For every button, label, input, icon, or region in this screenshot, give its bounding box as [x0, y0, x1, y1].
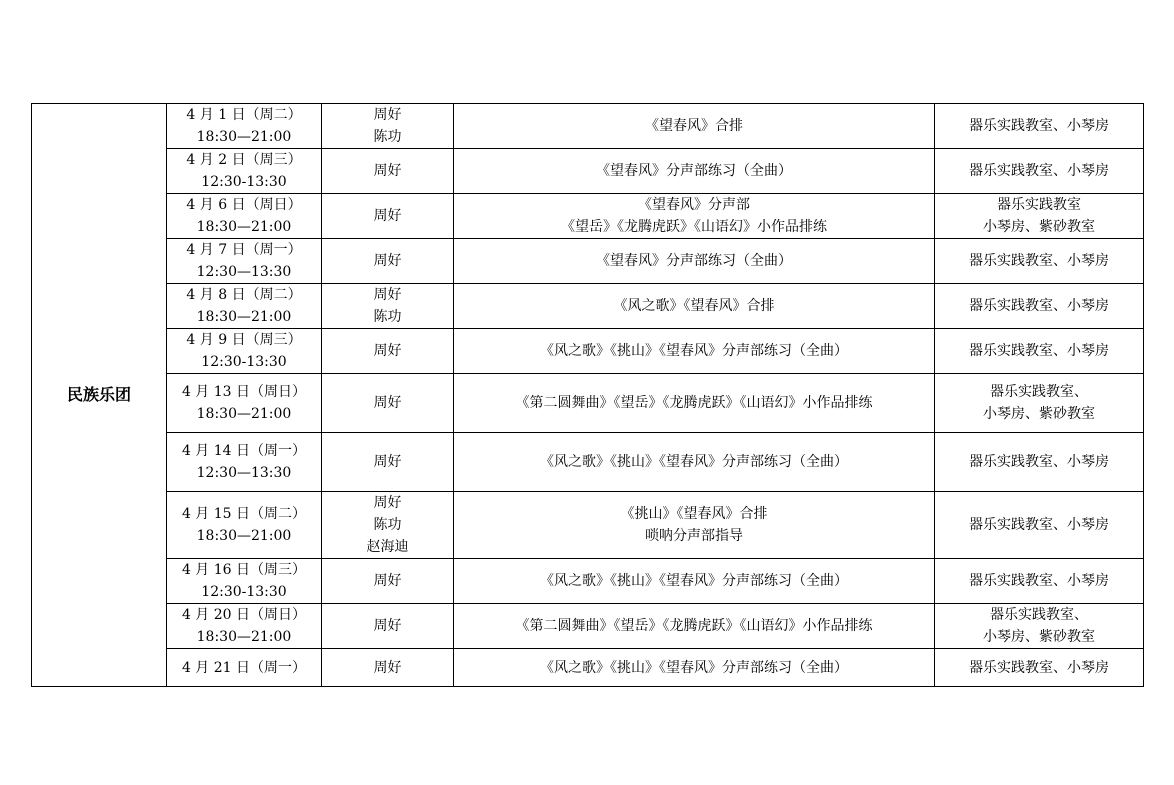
teacher-cell — [322, 374, 454, 433]
content-line: 《风之歌》《挑山》《望春风》分声部练习（全曲） — [540, 659, 848, 676]
location-line: 器乐实践教室、小琴房 — [969, 118, 1109, 134]
teacher-cell — [322, 492, 454, 559]
teacher-name: 周好 — [373, 208, 402, 224]
date-cell — [167, 239, 322, 284]
location-line: 小琴房、紫砂教室 — [983, 219, 1095, 235]
location-cell — [935, 104, 1144, 149]
content-line: 《望岳》《龙腾虎跃》《山语幻》小作品排练 — [561, 219, 827, 235]
date-cell — [167, 559, 322, 604]
date-cell — [167, 433, 322, 492]
location-cell — [935, 559, 1144, 604]
teacher-cell — [322, 604, 454, 649]
teacher-cell — [322, 284, 454, 329]
time-line: 12:30-13:30 — [201, 174, 287, 190]
time-line: 18:30—21:00 — [196, 406, 292, 422]
date-line: 4 月 20 日（周日） — [181, 607, 307, 623]
content-cell — [454, 284, 935, 329]
location-cell — [935, 149, 1144, 194]
content-line: 《风之歌》《挑山》《望春风》分声部练习（全曲） — [540, 573, 848, 589]
content-cell — [454, 433, 935, 492]
location-line: 器乐实践教室、小琴房 — [969, 343, 1109, 359]
location-line: 器乐实践教室 — [997, 197, 1081, 213]
location-cell — [935, 284, 1144, 329]
content-line: 《风之歌》《挑山》《望春风》分声部练习（全曲） — [540, 454, 848, 470]
location-cell — [935, 604, 1144, 649]
content-line: 《第二圆舞曲》《望岳》《龙腾虎跃》《山语幻》小作品排练 — [515, 395, 873, 411]
content-cell — [454, 374, 935, 433]
schedule-body — [32, 104, 1144, 687]
teacher-cell — [322, 239, 454, 284]
date-line: 4 月 6 日（周日） — [186, 197, 302, 213]
content-cell — [454, 492, 935, 559]
date-line: 4 月 16 日（周三） — [181, 562, 307, 578]
rehearsal-schedule-table — [31, 103, 1144, 687]
group-name-cell: 民族乐团 — [32, 104, 167, 687]
teacher-name: 周好 — [373, 659, 402, 676]
location-line: 器乐实践教室、小琴房 — [969, 298, 1109, 314]
date-line: 4 月 7 日（周一） — [186, 242, 302, 258]
time-line: 18:30—21:00 — [196, 629, 292, 645]
content-line: 《望春风》分声部练习（全曲） — [596, 253, 792, 269]
teacher-name: 周好 — [373, 163, 402, 179]
teacher-name: 周好 — [373, 253, 402, 269]
date-cell — [167, 194, 322, 239]
date-cell — [167, 104, 322, 149]
date-line: 4 月 13 日（周日） — [181, 384, 307, 400]
date-line: 4 月 1 日（周二） — [186, 107, 302, 123]
content-cell — [454, 649, 935, 687]
date-cell — [167, 329, 322, 374]
location-cell — [935, 239, 1144, 284]
time-line: 18:30—21:00 — [196, 129, 292, 145]
date-line: 4 月 8 日（周二） — [186, 287, 302, 303]
teacher-name: 赵海迪 — [366, 539, 409, 555]
content-cell — [454, 104, 935, 149]
location-line: 器乐实践教室、 — [990, 384, 1088, 400]
location-cell — [935, 374, 1144, 433]
content-line: 《挑山》《望春风》合排 — [620, 506, 768, 522]
teacher-cell — [322, 149, 454, 194]
time-line: 12:30—13:30 — [196, 465, 292, 481]
location-cell — [935, 649, 1144, 687]
teacher-cell — [322, 559, 454, 604]
location-line: 小琴房、紫砂教室 — [983, 406, 1095, 422]
teacher-name: 周好 — [373, 618, 402, 634]
time-line: 12:30—13:30 — [196, 264, 292, 280]
teacher-cell — [322, 433, 454, 492]
teacher-cell — [322, 649, 454, 687]
time-line: 12:30-13:30 — [201, 584, 287, 600]
content-cell — [454, 149, 935, 194]
teacher-cell — [322, 194, 454, 239]
teacher-name: 陈功 — [373, 517, 402, 533]
date-line: 4 月 9 日（周三） — [186, 332, 302, 348]
content-line: 《第二圆舞曲》《望岳》《龙腾虎跃》《山语幻》小作品排练 — [515, 618, 873, 634]
time-line: 12:30-13:30 — [201, 354, 287, 370]
location-line: 小琴房、紫砂教室 — [983, 629, 1095, 645]
teacher-name: 周好 — [373, 454, 402, 470]
date-line: 4 月 15 日（周二） — [181, 506, 307, 522]
content-line: 《风之歌》《望春风》合排 — [613, 298, 775, 314]
teacher-cell — [322, 104, 454, 149]
content-cell — [454, 194, 935, 239]
date-cell — [167, 649, 322, 687]
location-line: 器乐实践教室、小琴房 — [969, 454, 1109, 470]
date-cell — [167, 492, 322, 559]
teacher-name: 周好 — [373, 495, 402, 511]
location-cell — [935, 329, 1144, 374]
time-line: 18:30—21:00 — [196, 219, 292, 235]
content-line: 唢呐分声部指导 — [645, 528, 743, 544]
teacher-name: 周好 — [373, 287, 402, 303]
teacher-name: 周好 — [373, 395, 402, 411]
location-cell — [935, 194, 1144, 239]
time-line: 18:30—21:00 — [196, 309, 292, 325]
teacher-name: 周好 — [373, 343, 402, 359]
location-cell — [935, 433, 1144, 492]
location-line: 器乐实践教室、小琴房 — [969, 253, 1109, 269]
date-line: 4 月 14 日（周一） — [181, 443, 307, 459]
teacher-cell — [322, 329, 454, 374]
location-line: 器乐实践教室、小琴房 — [969, 163, 1109, 179]
date-cell — [167, 374, 322, 433]
date-cell — [167, 604, 322, 649]
date-cell — [167, 149, 322, 194]
content-cell — [454, 559, 935, 604]
content-line: 《望春风》分声部 — [638, 197, 750, 213]
location-line: 器乐实践教室、小琴房 — [969, 659, 1109, 676]
teacher-name: 陈功 — [373, 129, 402, 145]
location-cell — [935, 492, 1144, 559]
time-line: 18:30—21:00 — [196, 528, 292, 544]
teacher-name: 陈功 — [373, 309, 402, 325]
location-line: 器乐实践教室、小琴房 — [969, 517, 1109, 533]
teacher-name: 周好 — [373, 107, 402, 123]
location-line: 器乐实践教室、小琴房 — [969, 573, 1109, 589]
content-cell — [454, 604, 935, 649]
date-cell — [167, 284, 322, 329]
content-line: 《望春风》分声部练习（全曲） — [596, 163, 792, 179]
content-line: 《风之歌》《挑山》《望春风》分声部练习（全曲） — [540, 343, 848, 359]
content-cell — [454, 239, 935, 284]
date-line: 4 月 21 日（周一） — [181, 659, 307, 676]
location-line: 器乐实践教室、 — [990, 607, 1088, 623]
teacher-name: 周好 — [373, 573, 402, 589]
content-cell — [454, 329, 935, 374]
date-line: 4 月 2 日（周三） — [186, 152, 302, 168]
content-line: 《望春风》合排 — [645, 118, 743, 134]
